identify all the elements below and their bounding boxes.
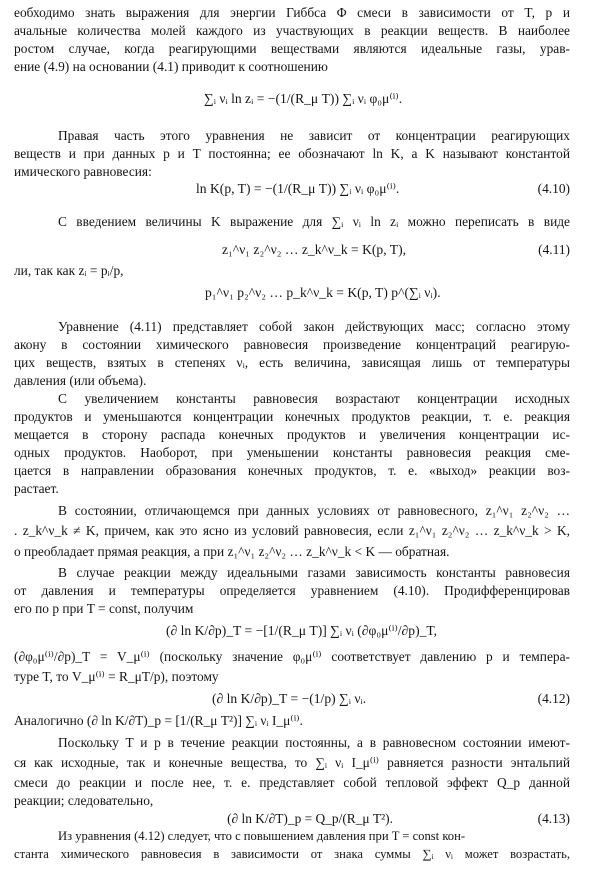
text-line: имического равновесия: <box>14 164 152 179</box>
text-line: Правая часть этого уравнения не зависит от концентрации реагирующих <box>58 128 570 143</box>
text-line: мещается в сторону распада конечных продуктов и увеличения концентрации ис- <box>14 427 570 442</box>
text-line: (∂φ₀μ⁽ⁱ⁾/∂p)_T = V_μ⁽ⁱ⁾ (поскольку значение φ₀μ⁽ⁱ⁾ соответствует давлению p и темпера- <box>14 649 570 664</box>
text-line: Поскольку T и p в течение реакции постоянны, а в равновесном состоянии имеют- <box>58 735 570 750</box>
text-line: В случае реакции между идеальными газами зависимость константы равновесия <box>58 565 570 580</box>
text-line: Аналогично (∂ ln K/∂T)_p = [1/(R_μ T²)] ∑ᵢ νᵢ I_μ⁽ⁱ⁾. <box>14 713 303 728</box>
equation-4-13: (∂ ln K/∂T)_p = Q_p/(R_μ T²). <box>227 811 393 826</box>
equation-4-12: (∂ ln K/∂p)_T = −(1/p) ∑ᵢ νᵢ. <box>212 691 367 706</box>
text-line: ли, так как zᵢ = pᵢ/p, <box>14 263 124 278</box>
text-line: ение (4.9) на основании (4.1) приводит к соотношению <box>14 59 328 74</box>
equation-number: (4.12) <box>537 691 570 706</box>
text-line: от давления и температуры определяется уравнением (4.10). Продифференцировав <box>14 583 570 598</box>
text-line: акону в состоянии химического равновесия произведение концентраций реагирую- <box>14 337 570 352</box>
text-line: реакции; следовательно, <box>14 793 154 808</box>
text-line: С увеличением константы равновесия возрастают концентрации исходных <box>58 391 570 406</box>
text-line: давления (или объема). <box>14 373 147 388</box>
text-line: растает. <box>14 481 59 496</box>
equation-sum-ln-z: ∑ᵢ νᵢ ln zᵢ = −(1/(R_μ T)) ∑ᵢ νᵢ φ₀μ⁽ⁱ⁾. <box>204 91 403 106</box>
text-line: туре T, то V_μ⁽ⁱ⁾ = R_μT/p), поэтому <box>14 669 219 684</box>
text-line: станта химического равновесия в зависимости от знака суммы ∑ᵢ νᵢ может возрастать, <box>14 847 570 861</box>
text-line: о преобладает прямая реакция, а при z₁^ν₁ z₂^ν₂ … z_k^ν_k < K — обратная. <box>14 544 450 559</box>
equation-partial-pressures: p₁^ν₁ p₂^ν₂ … p_k^ν_k = K(p, T) p^(∑ᵢ νᵢ). <box>205 285 441 300</box>
text-line: С введением величины K выражение для ∑ᵢ νᵢ ln zᵢ можно переписать в виде <box>58 214 570 229</box>
text-line: одных продуктов. Наоборот, при уменьшении константы равновесия реакция сме- <box>14 445 570 460</box>
text-line: веществ и при данных p и T постоянна; ее обозначают ln K, а K называют константой <box>14 146 570 161</box>
equation-4-11: z₁^ν₁ z₂^ν₂ … z_k^ν_k = K(p, T), <box>222 242 406 257</box>
text-line: еобходимо знать выражения для энергии Гиббса Φ смеси в зависимости от T, p и <box>14 5 570 20</box>
text-line: его по p при T = const, получим <box>14 601 194 616</box>
text-line: ачальные количества молей каждого из участвующих в реакции веществ. В наиболее <box>14 23 570 38</box>
equation-number: (4.11) <box>538 242 570 257</box>
text-line: В состоянии, отличающемся при данных условиях от равновесного, z₁^ν₁ z₂^ν₂ … <box>58 503 570 518</box>
text-line: Уравнение (4.11) представляет собой закон действующих масс; согласно этому <box>58 319 570 334</box>
text-line: ростом случае, когда реагирующими веществами являются идеальные газы, урав- <box>14 41 570 56</box>
text-line: цается в направлении образования конечных продуктов, т. е. «выход» реакции воз- <box>14 463 570 478</box>
text-line: смеси до реакции и после нее, т. е. представляет собой тепловой эффект Q_p данной <box>14 775 570 790</box>
equation-4-10: ln K(p, T) = −(1/(R_μ T)) ∑ᵢ νᵢ φ₀μ⁽ⁱ⁾. <box>196 181 400 196</box>
text-line: продуктов и уменьшаются концентрации конечных продуктов реакции, т. е. реакция <box>14 409 570 424</box>
text-line: ся как исходные, так и конечные вещества, то ∑ᵢ νᵢ I_μ⁽ⁱ⁾ равняется разности энтальпий <box>14 755 570 770</box>
text-line: . z_k^ν_k ≠ K, причем, как это ясно из условий равновесия, если z₁^ν₁ z₂^ν₂ … z_k^ν_k > K, <box>14 523 570 538</box>
equation-number: (4.13) <box>537 811 570 826</box>
equation-number: (4.10) <box>537 181 570 196</box>
equation-dlnK-dp-expanded: (∂ ln K/∂p)_T = −[1/(R_μ T)] ∑ᵢ νᵢ (∂φ₀μ⁽ⁱ⁾/∂p)_T, <box>166 623 438 638</box>
text-line: цих веществ, взятых в степенях νᵢ, есть величина, зависящая лишь от температуры <box>14 355 570 370</box>
text-line: Из уравнения (4.12) следует, что с повышением давления при T = const кон- <box>58 829 466 843</box>
